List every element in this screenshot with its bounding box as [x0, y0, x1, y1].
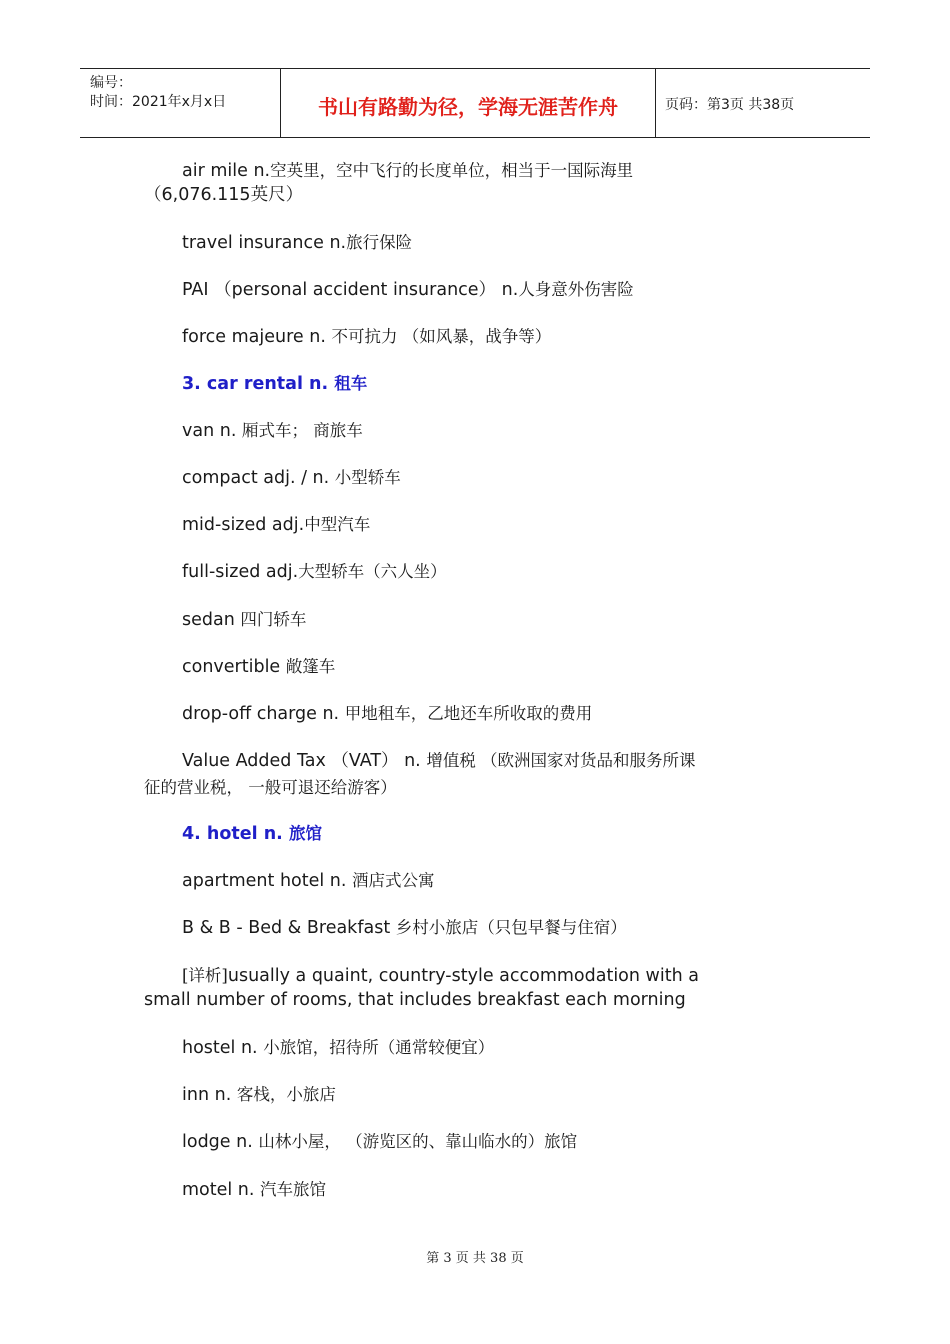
entry-term: compact adj. / n.	[182, 468, 335, 488]
entry-definition: 旅行保险	[346, 233, 413, 252]
entry-motel	[182, 1178, 326, 1202]
entry-definition: 小型轿车	[334, 468, 401, 487]
entry-travel-insurance	[182, 231, 412, 255]
entry-definition: 厢式车； 商旅车	[241, 421, 363, 440]
entry-continuation-text: small number of rooms, that includes breakfast each morning	[144, 990, 686, 1010]
entry-definition: 人身意外伤害险	[518, 280, 634, 299]
entry-definition: 小旅馆，招待所（通常较便宜）	[263, 1038, 495, 1057]
entry-definition: 乡村小旅店（只包早餐与住宿）	[395, 918, 627, 937]
entry-van	[182, 419, 363, 443]
header-motto: 书山有路勤为径，学海无涯苦作舟	[318, 95, 618, 119]
section-heading-definition: 租车	[334, 374, 368, 393]
entry-term: full-sized adj.	[182, 562, 299, 582]
entry-full-sized	[182, 560, 447, 584]
entry-compact	[182, 466, 401, 490]
entry-definition: 酒店式公寓	[352, 871, 435, 890]
entry-term: travel insurance n.	[182, 233, 347, 253]
header-page-number: 页码：第3页 共38页	[665, 97, 795, 113]
header-page-cell	[655, 69, 870, 137]
entry-sedan	[182, 608, 306, 632]
detail-text: usually a quaint, country-style accommodation with a	[227, 966, 699, 986]
document-code: 编号：	[90, 75, 132, 91]
entry-force-majeure	[182, 325, 551, 349]
entry-continuation	[144, 776, 397, 800]
detail-tag: [详析]	[182, 966, 228, 985]
entry-detail-note	[182, 964, 699, 988]
entry-definition: 山林小屋， （游览区的、靠山临水的）旅馆	[258, 1132, 578, 1151]
entry-definition: 中型汽车	[304, 515, 371, 534]
entry-term: B & B - Bed & Breakfast	[182, 918, 396, 938]
entry-term: motel n.	[182, 1180, 261, 1200]
section-heading-term: 3. car rental n.	[182, 374, 335, 394]
entry-term: van n.	[182, 421, 242, 441]
entry-term: force majeure n.	[182, 327, 332, 347]
entry-term: sedan	[182, 610, 241, 630]
entry-definition: 增值税 （欧洲国家对货品和服务所课	[426, 751, 696, 770]
entry-definition: 敞篷车	[285, 657, 336, 676]
entry-bed-and-breakfast	[182, 916, 627, 940]
entry-continuation-text: 征的营业税， 一般可退还给游客）	[144, 778, 397, 797]
entry-term: mid-sized adj.	[182, 515, 305, 535]
entry-term: drop-off charge n.	[182, 704, 345, 724]
entry-continuation-text: （6,076.115英尺）	[144, 185, 304, 205]
section-heading-term: 4. hotel n.	[182, 824, 289, 844]
entry-definition: 四门轿车	[240, 610, 307, 629]
entry-term: inn n.	[182, 1085, 237, 1105]
entry-term: PAI （personal accident insurance） n.	[182, 280, 519, 300]
entry-convertible	[182, 655, 335, 679]
entry-term: apartment hotel n.	[182, 871, 353, 891]
entry-definition: 客栈，小旅店	[236, 1085, 336, 1104]
entry-definition: 大型轿车（六人坐）	[298, 562, 447, 581]
entry-term: lodge n.	[182, 1132, 259, 1152]
header-motto-cell	[280, 69, 656, 137]
entry-definition: 空英里，空中飞行的长度单位，相当于一国际海里	[270, 161, 634, 180]
entry-drop-off-charge	[182, 702, 592, 726]
entry-apartment-hotel	[182, 869, 435, 893]
entry-pai	[182, 278, 634, 302]
entry-continuation	[144, 183, 303, 207]
header-meta-cell	[80, 69, 280, 137]
entry-term: air mile n.	[182, 161, 271, 181]
entry-hostel	[182, 1036, 494, 1060]
entry-vat	[182, 749, 696, 773]
entry-definition: 甲地租车，乙地还车所收取的费用	[344, 704, 593, 723]
section-heading-definition: 旅馆	[288, 824, 322, 843]
entry-definition: 不可抗力 （如风暴，战争等）	[331, 327, 552, 346]
page-footer: 第 3 页 共 38 页	[426, 1251, 524, 1266]
entry-term: hostel n.	[182, 1038, 264, 1058]
document-date: 时间：2021年x月x日	[90, 94, 227, 110]
entry-definition: 汽车旅馆	[260, 1180, 327, 1199]
entry-mid-sized	[182, 513, 370, 537]
entry-term: Value Added Tax （VAT） n.	[182, 751, 427, 771]
entry-continuation	[144, 988, 686, 1012]
entry-inn	[182, 1083, 336, 1107]
section-heading-car-rental	[182, 372, 367, 396]
entry-term: convertible	[182, 657, 286, 677]
section-heading-hotel	[182, 822, 322, 846]
entry-lodge	[182, 1130, 577, 1154]
page-header	[80, 68, 870, 138]
entry-air-mile	[182, 159, 633, 183]
